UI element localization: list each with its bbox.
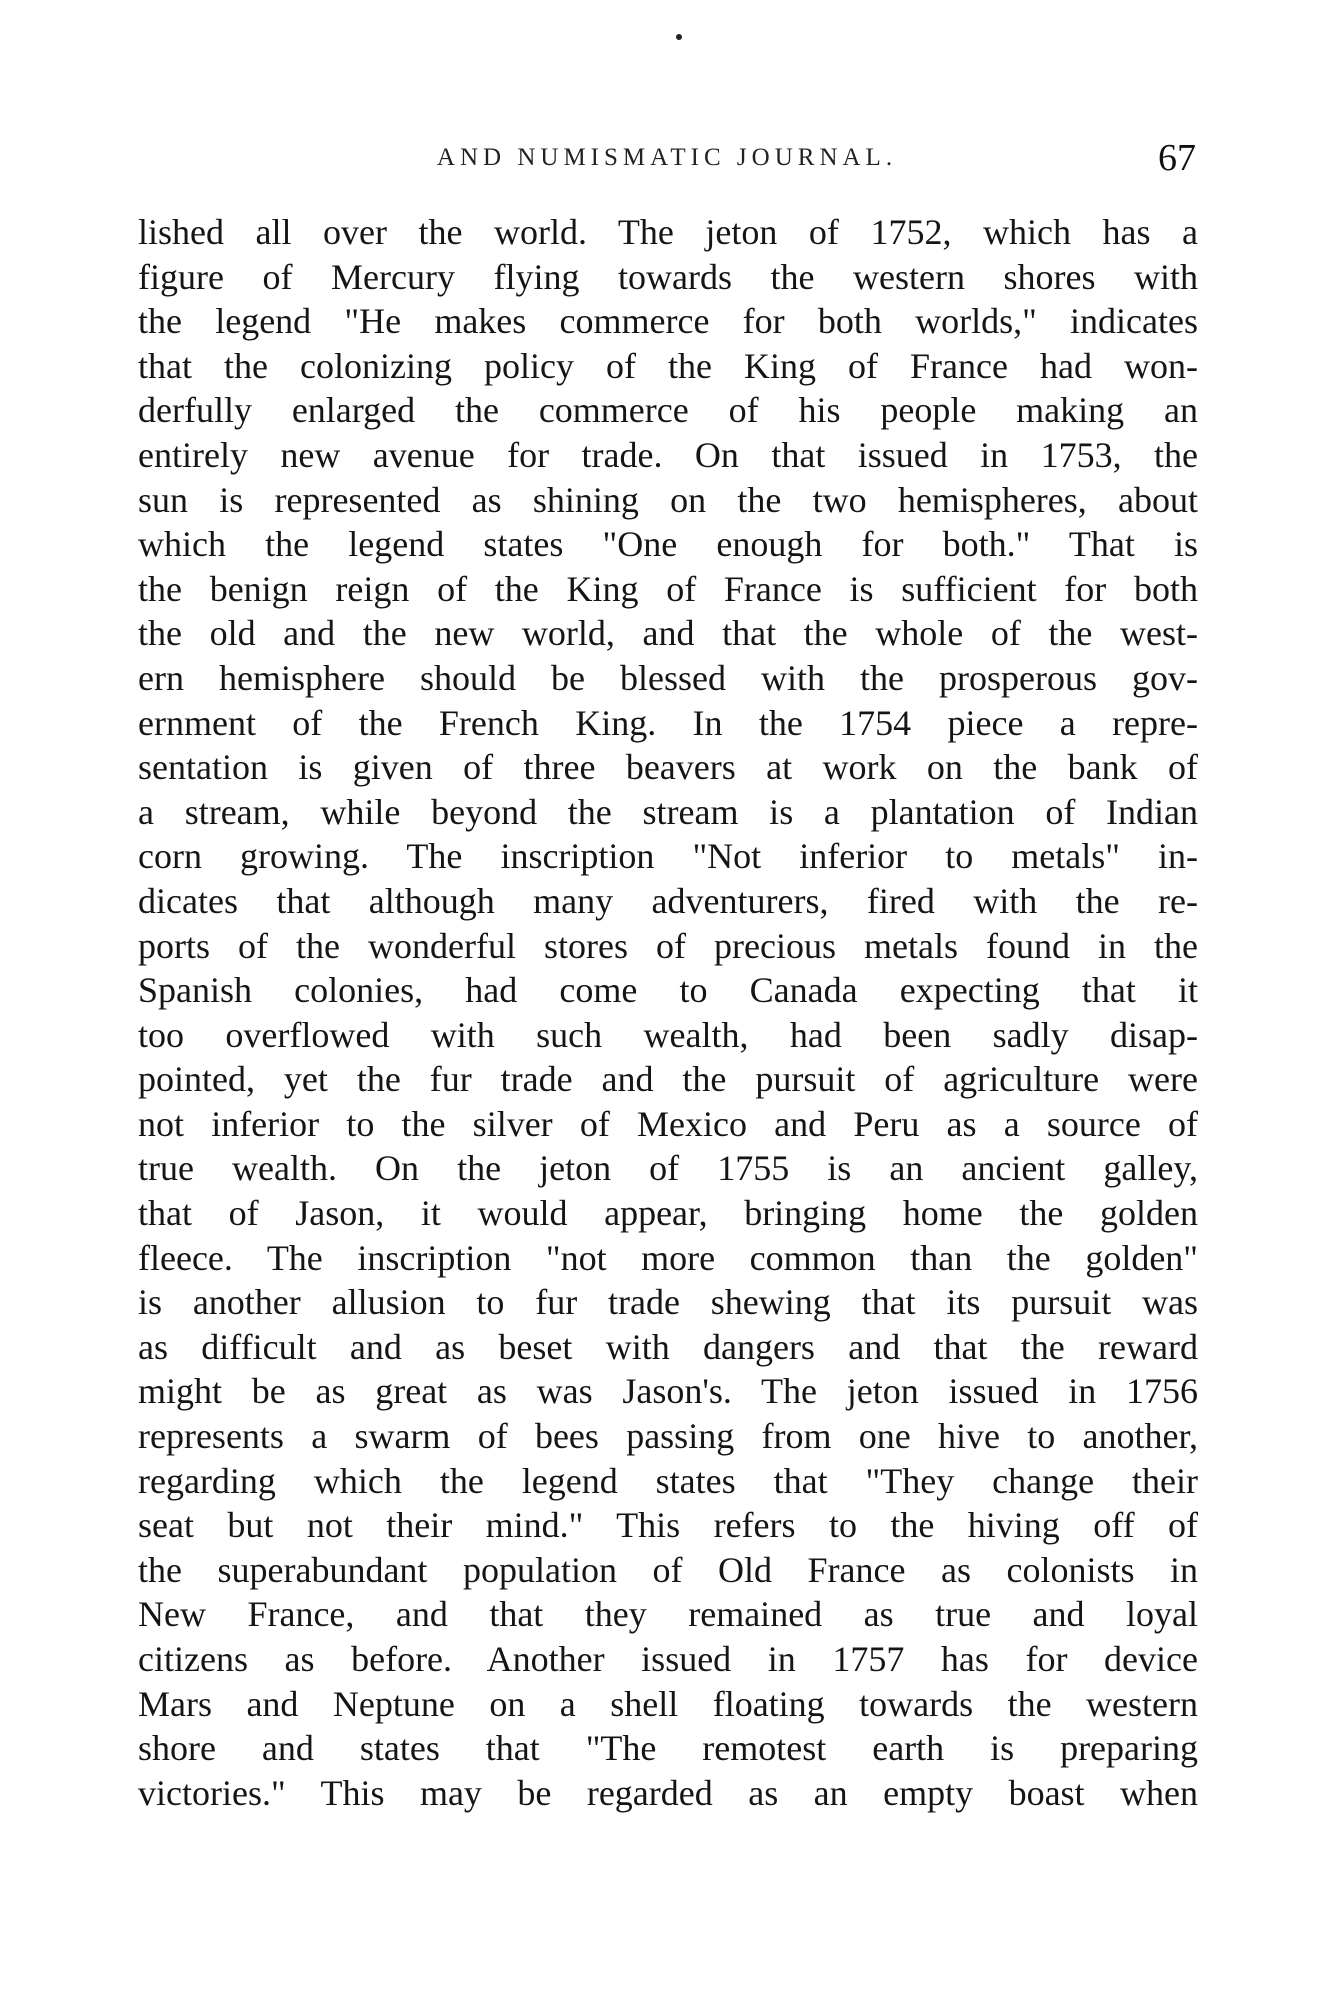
text-line: corn growing. The inscription "Not inferior to metals" in- — [138, 836, 1198, 877]
text-line: sun is represented as shining on the two hemispheres, about — [138, 479, 1198, 520]
body-text — [138, 210, 1198, 1815]
text-line: is another allusion to fur trade shewing that its pursuit was — [138, 1282, 1198, 1323]
text-line: the old and the new world, and that the whole of the west- — [138, 613, 1198, 654]
text-line: lished all over the world. The jeton of 1752, which has a — [138, 212, 1198, 252]
text-line: ernment of the French King. In the 1754 piece a repre- — [138, 702, 1198, 743]
running-head: AND NUMISMATIC JOURNAL. — [436, 144, 898, 171]
text-line: which the legend states "One enough for both." That is — [138, 524, 1198, 565]
text-line: the benign reign of the King of France is sufficient for both — [138, 568, 1198, 609]
text-line: too overflowed with such wealth, had been sadly disap- — [138, 1014, 1198, 1055]
text-line: ern hemisphere should be blessed with the prosperous gov- — [138, 657, 1198, 698]
text-line: victories." This may be regarded as an empty boast when — [138, 1772, 1198, 1813]
text-line: pointed, yet the fur trade and the pursuit of agriculture were — [138, 1059, 1198, 1100]
text-line: not inferior to the silver of Mexico and Peru as a source of — [138, 1103, 1198, 1144]
text-line: represents a swarm of bees passing from one hive to another, — [138, 1416, 1198, 1457]
text-line: as difficult and as beset with dangers and that the reward — [138, 1326, 1198, 1367]
text-line: figure of Mercury flying towards the western shores with — [138, 256, 1198, 297]
text-line: a stream, while beyond the stream is a plantation of Indian — [138, 791, 1198, 832]
page-header — [138, 136, 1196, 186]
text-line: dicates that although many adventurers, fired with the re- — [138, 880, 1198, 921]
text-line: shore and states that "The remotest earth is preparing — [138, 1728, 1198, 1769]
text-line: Spanish colonies, had come to Canada expecting that it — [138, 970, 1198, 1011]
text-line: might be as great as was Jason's. The jeton issued in 1756 — [138, 1371, 1198, 1412]
text-line: sentation is given of three beavers at work on the bank of — [138, 747, 1198, 788]
text-line: seat but not their mind." This refers to the hiving off of — [138, 1505, 1198, 1546]
text-line: fleece. The inscription "not more common than the golden" — [138, 1237, 1198, 1278]
text-line: citizens as before. Another issued in 1757 has for device — [138, 1639, 1198, 1679]
page-number: 67 — [1158, 137, 1196, 179]
text-line: regarding which the legend states that "They change their — [138, 1460, 1198, 1501]
text-line: the superabundant population of Old France as colonists in — [138, 1549, 1198, 1590]
text-line: the legend "He makes commerce for both worlds," indicates — [138, 301, 1198, 342]
text-line: New France, and that they remained as true and loyal — [138, 1594, 1198, 1635]
text-line: derfully enlarged the commerce of his people making an — [138, 390, 1198, 431]
text-line: true wealth. On the jeton of 1755 is an ancient galley, — [138, 1148, 1198, 1189]
text-line: that of Jason, it would appear, bringing home the golden — [138, 1193, 1198, 1234]
text-line: that the colonizing policy of the King of France had won- — [138, 345, 1198, 386]
text-line: ports of the wonderful stores of precious metals found in the — [138, 925, 1198, 966]
printer-mark — [676, 34, 682, 40]
text-line: entirely new avenue for trade. On that issued in 1753, the — [138, 434, 1198, 475]
text-line: Mars and Neptune on a shell floating towards the western — [138, 1683, 1198, 1724]
